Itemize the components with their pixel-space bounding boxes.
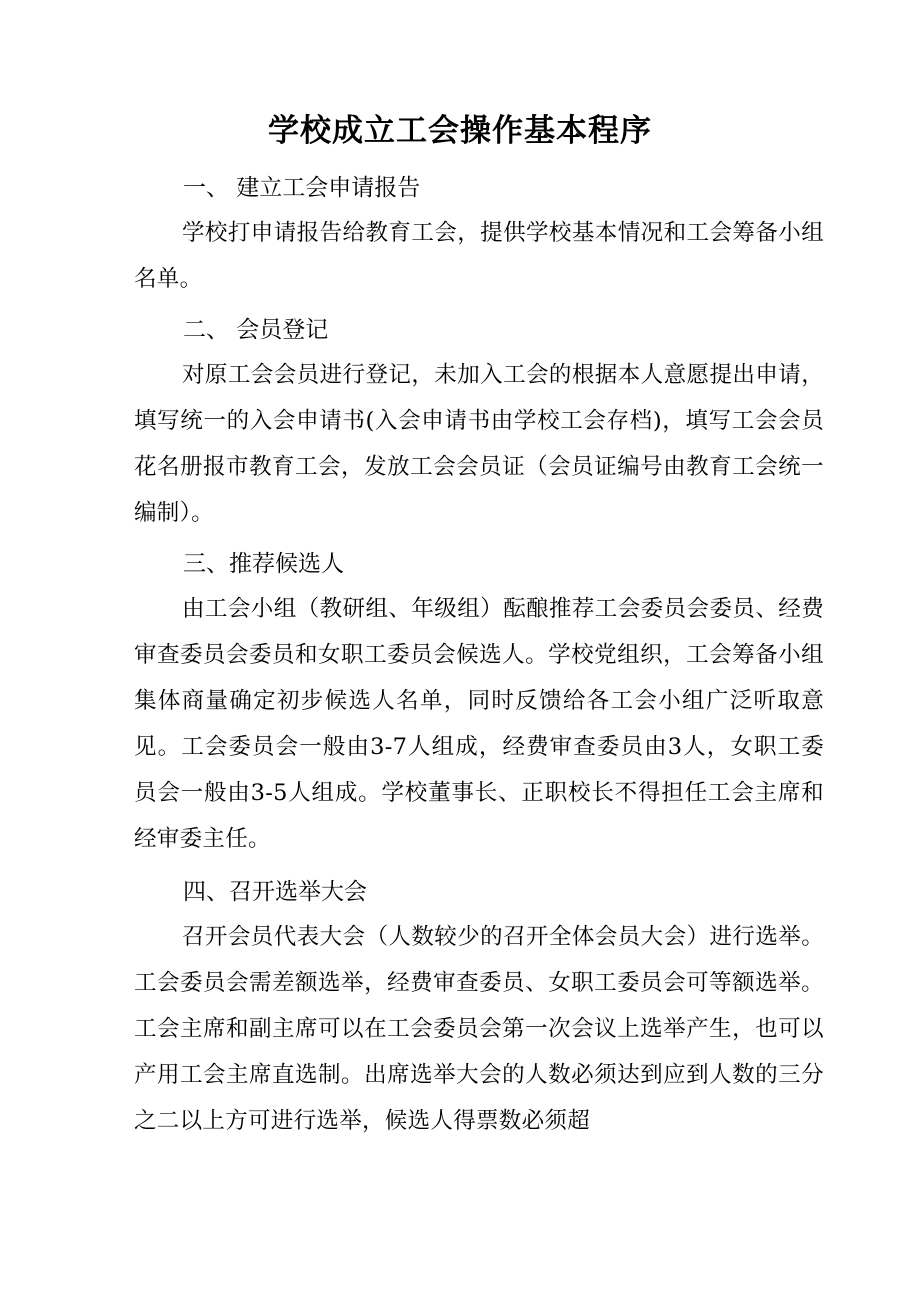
- section-1-body: 学校打申请报告给教育工会，提供学校基本情况和工会筹备小组名单。: [134, 220, 824, 292]
- section-2-body: 对原工会会员进行登记，未加入工会的根据本人意愿提出申请，填写统一的入会申请书(入会申请书由学校工会存档)，填写工会会员花名册报市教育工会，发放工会会员证（会员证编号由教育工会统一编制）。: [134, 362, 824, 526]
- document-title: 学校成立工会操作基本程序: [268, 113, 652, 149]
- section-2-heading: 二、 会员登记: [183, 317, 329, 343]
- section-4-body: 召开会员代表大会（人数较少的召开全体会员大会）进行选举。工会委员会需差额选举，经费审查委员、女职工委员会可等额选举。工会主席和副主席可以在工会委员会第一次会议上选举产生，也可以产用工会主席直选制。出席选举大会的人数必须达到应到人数的三分之二以上方可进行选举，候选人得票数必须超: [134, 924, 824, 1134]
- section-4-heading: 四、召开选举大会: [183, 879, 367, 905]
- section-1-heading: 一、 建立工会申请报告: [183, 175, 421, 201]
- section-3-body: 由工会小组（教研组、年级组）酝酿推荐工会委员会委员、经费审查委员会委员和女职工委员会候选人。学校党组织，工会筹备小组集体商量确定初步候选人名单，同时反馈给各工会小组广泛听取意见。工会委员会一般由3-7人组成，经费审查委员由3人，女职工委员会一般由3-5人组成。学校董事长、正职校长不得担任工会主席和经审委主任。: [134, 596, 824, 852]
- section-3-heading: 三、推荐候选人: [183, 551, 344, 577]
